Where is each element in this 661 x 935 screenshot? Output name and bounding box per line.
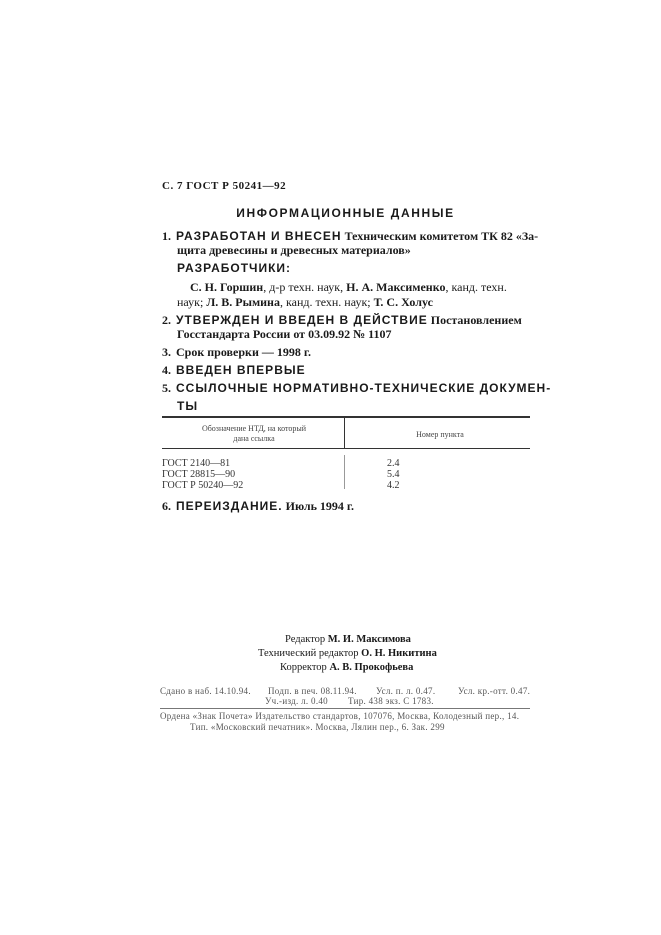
developer-name: Т. С. Холус [373,295,433,309]
item-text-cont: Госстандарта России от 03.09.92 № 1107 [177,327,392,341]
imprint-rule [160,708,530,709]
corrector-line [280,662,413,673]
tech-editor-line [258,648,437,659]
header-line: Обозначение НТД, на который [201,424,307,433]
editor-line [285,634,411,645]
item-text: Срок проверки — 1998 г. [176,345,311,359]
developers-line-2 [177,294,433,310]
table-col-doc-header [170,424,338,444]
item-references [162,380,551,396]
item-heading: ПЕРЕИЗДАНИЕ. [176,499,283,513]
table-top-rule [162,416,530,418]
page-header: С. 7 ГОСТ Р 50241—92 [162,180,287,192]
item-number: 1. [162,229,171,243]
developer-name: Н. А. Максименко [346,280,446,294]
table-row: ГОСТ Р 50240—92 [162,480,244,491]
imprint-signed: Подп. в печ. 08.11.94. [268,686,357,696]
imprint-sheets: Усл. п. л. 0.47. [376,686,436,696]
item-heading: ВВЕДЕН ВПЕРВЫЕ [176,363,306,377]
imprint-prints: Усл. кр.-отт. 0.47. [458,686,531,696]
developers-line-1 [190,279,507,295]
item-first-introduced [162,362,306,378]
item-reprint [162,498,354,514]
imprint-publisher: Ордена «Знак Почета» Издательство стандартов, 107076, Москва, Колодезный пер., 14. [160,711,520,721]
developer-name: Л. В. Рымина [206,295,280,309]
table-row-clause: 5.4 [387,469,400,480]
staff-name: А. В. Прокофьева [329,662,414,673]
table-header-rule [162,448,530,449]
table-row: ГОСТ 2140—81 [162,458,231,469]
item-heading: РАЗРАБОТАН И ВНЕСЕН [176,229,342,243]
item-number: 5. [162,381,171,395]
item-heading-cont: ТЫ [177,399,199,413]
staff-role: Редактор [285,634,326,645]
table-row: ГОСТ 28815—90 [162,469,236,480]
developer-degree: , канд. техн. наук; [279,295,374,309]
section-title: ИНФОРМАЦИОННЫЕ ДАННЫЕ [236,206,455,220]
table-row-clause: 4.2 [387,480,400,491]
item-number: 6. [162,499,171,513]
developer-degree: наук; [177,295,207,309]
table-col-clause-header: Номер пункта [416,430,464,439]
header-line: дана ссылка [233,434,275,443]
item-text: Июль 1994 г. [282,499,355,513]
item-number: 3. [162,345,171,359]
table-row-clause: 2.4 [387,458,400,469]
staff-role: Корректор [280,662,327,673]
developer-degree: , канд. техн. [445,280,507,294]
staff-name: О. Н. Никитина [361,648,437,659]
item-heading: УТВЕРЖДЕН И ВВЕДЕН В ДЕЙСТВИЕ [176,313,428,327]
item-heading: ССЫЛОЧНЫЕ НОРМАТИВНО-ТЕХНИЧЕСКИЕ ДОКУМЕН- [176,381,552,395]
table-header-divider [344,418,345,448]
developer-name: С. Н. Горшин [190,280,264,294]
developer-degree: , д-р техн. наук, [263,280,347,294]
imprint-pub-sheets: Уч.-изд. л. 0.40 [265,696,328,706]
item-text: Техническим комитетом ТК 82 «За- [341,229,539,243]
imprint-submitted: Сдано в наб. 14.10.94. [160,686,251,696]
item-review [162,344,311,360]
imprint-printer: Тип. «Московский печатник». Москва, Лялин пер., 6. Зак. 299 [190,722,445,732]
staff-name: М. И. Максимова [327,634,411,645]
table-body-divider [344,455,345,489]
staff-role: Технический редактор [258,648,359,659]
item-number: 4. [162,363,171,377]
item-text: Постановлением [427,313,522,327]
imprint-run: Тир. 438 экз. С 1783. [348,696,434,706]
item-text-cont: щита древесины и древесных материалов» [177,243,411,257]
developers-heading: РАЗРАБОТЧИКИ: [177,261,292,275]
item-number: 2. [162,313,171,327]
